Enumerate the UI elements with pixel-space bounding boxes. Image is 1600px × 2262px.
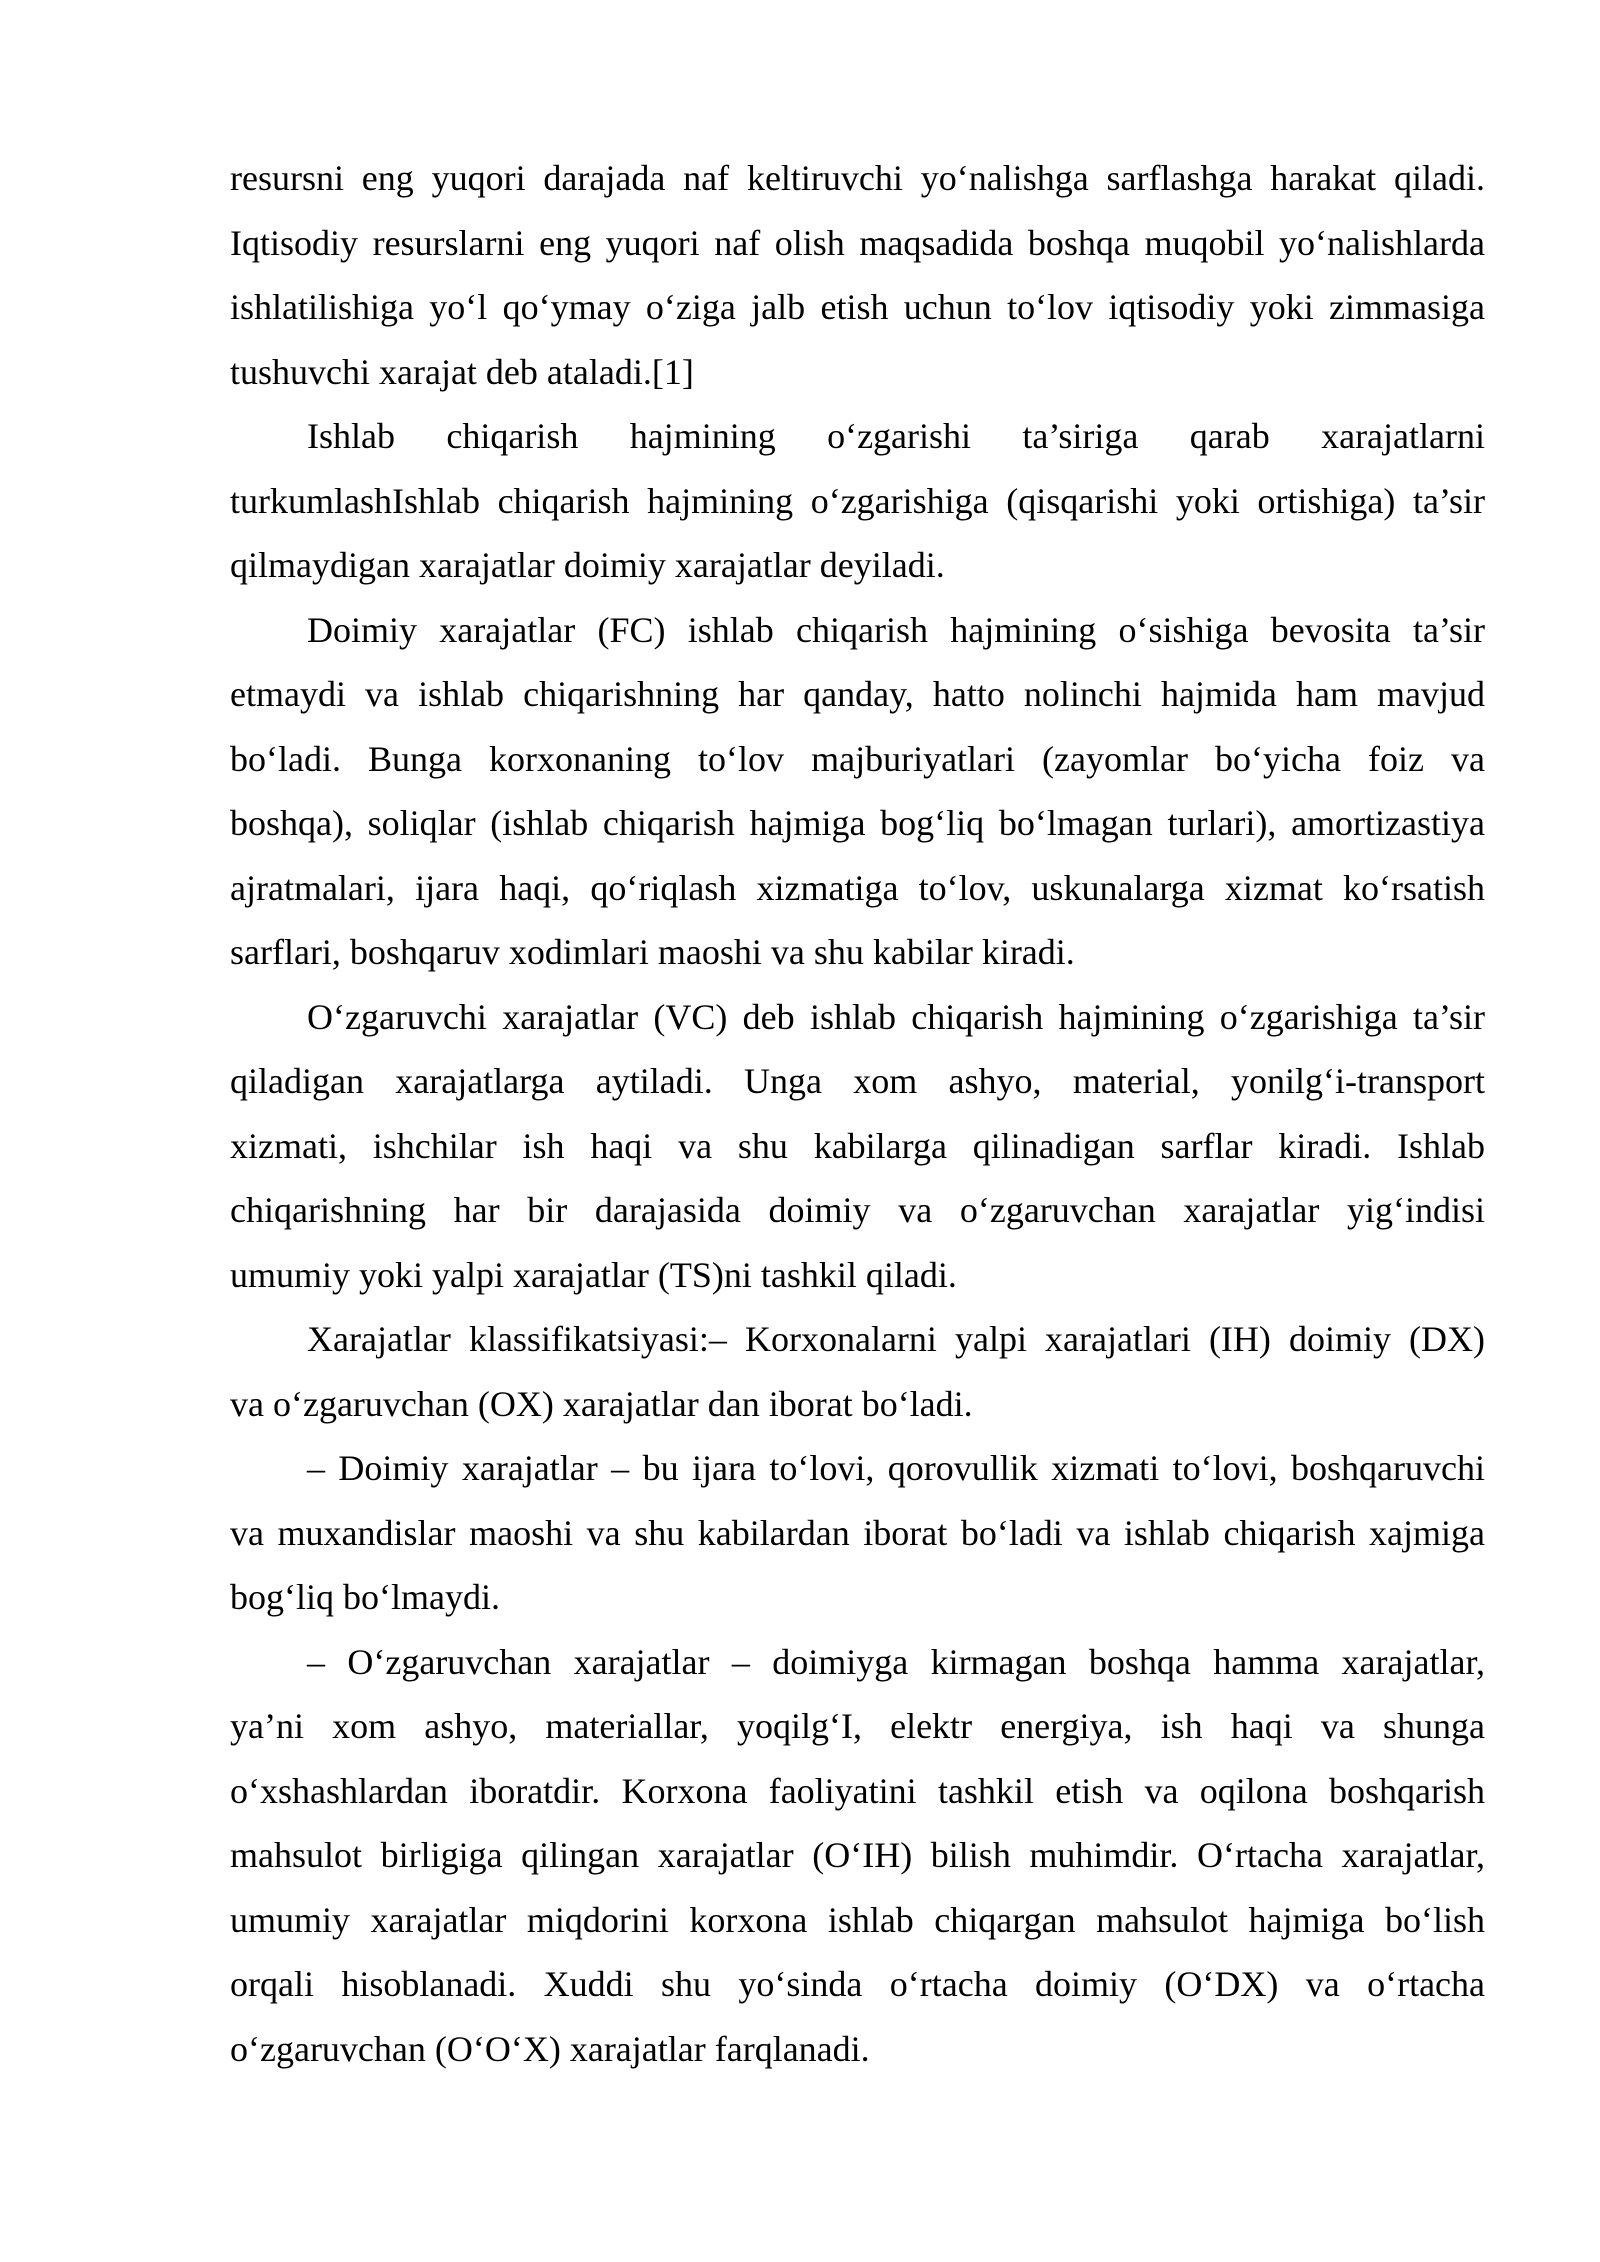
text-line: Doimiy xarajatlar (FC) ishlab chiqarish hajmining o‘sishiga bevosita ta’sir [307,609,1485,650]
text-line: ishlatilishiga yo‘l qo‘ymay o‘ziga jalb etish uchun to‘lov iqtisodiy yoki zimmasiga [230,287,1485,327]
text-line: bo‘ladi. Bunga korxonaning to‘lov majburiyatlari (zayomlar bo‘yicha foiz va [230,738,1485,779]
text-line: o‘zgaruvchan (O‘O‘X) xarajatlar farqlanadi. [230,2028,870,2069]
text-line: ya’ni xom ashyo, materiallar, yoqilg‘I, elektr energiya, ish haqi va shunga [230,1706,1485,1746]
text-line: – O‘zgaruvchan xarajatlar – doimiyga kirmagan boshqa hamma xarajatlar, [307,1641,1485,1682]
paragraph [230,1630,1485,2082]
text-line: tushuvchi xarajat deb ataladi.[1] [230,351,694,392]
text-line: boshqa), soliqlar (ishlab chiqarish hajmiga bog‘liq bo‘lmagan turlari), amortizastiya [230,803,1485,843]
text-line: Iqtisodiy resurslarni eng yuqori naf olish maqsadida boshqa muqobil yo‘nalishlarda [230,222,1485,263]
text-line: umumiy yoki yalpi xarajatlar (TS)ni tashkil qiladi. [230,1254,957,1295]
text-line: mahsulot birligiga qilingan xarajatlar (O‘IH) bilish muhimdir. O‘rtacha xarajatlar, [230,1835,1485,1875]
text-line: va o‘zgaruvchan (OX) xarajatlar dan iborat bo‘ladi. [230,1383,973,1424]
text-line: turkumlashIshlab chiqarish hajmining o‘zgarishiga (qisqarishi yoki ortishiga) ta’sir [230,480,1485,521]
text-line: chiqarishning har bir darajasida doimiy va o‘zgaruvchan xarajatlar yig‘indisi [230,1190,1485,1230]
text-line: ajratmalari, ijara haqi, qo‘riqlash xizmatiga to‘lov, uskunalarga xizmat ko‘rsatish [230,867,1485,908]
text-line: etmaydi va ishlab chiqarishning har qanday, hatto nolinchi hajmida ham mavjud [230,674,1485,714]
text-line: qilmaydigan xarajatlar doimiy xarajatlar deyiladi. [230,545,945,585]
text-line: o‘xshashlardan iboratdir. Korxona faoliyatini tashkil etish va oqilona boshqarish [230,1770,1485,1811]
paragraph [230,404,1485,598]
paragraph [230,1307,1485,1436]
text-line: Ishlab chiqarish hajmining o‘zgarishi ta’siriga qarab xarajatlarni [307,416,1485,456]
paragraph [230,985,1485,1308]
paragraph [230,146,1485,404]
text-line: bog‘liq bo‘lmaydi. [230,1577,500,1617]
text-line: O‘zgaruvchi xarajatlar (VC) deb ishlab chiqarish hajmining o‘zgarishiga ta’sir [307,996,1485,1037]
text-line: qiladigan xarajatlarga aytiladi. Unga xom ashyo, material, yonilg‘i-transport [230,1061,1485,1101]
text-line: sarflari, boshqaruv xodimlari maoshi va shu kabilar kiradi. [230,932,1075,972]
text-line: va muxandislar maoshi va shu kabilardan iborat bo‘ladi va ishlab chiqarish xajmiga [230,1512,1485,1553]
text-line: Xarajatlar klassifikatsiyasi:– Korxonalarni yalpi xarajatlari (IH) doimiy (DX) [307,1319,1485,1359]
text-block [230,146,1485,2081]
text-line: orqali hisoblanadi. Xuddi shu yo‘sinda o‘rtacha doimiy (O‘DX) va o‘rtacha [230,1964,1485,2004]
text-line: – Doimiy xarajatlar – bu ijara to‘lovi, qorovullik xizmati to‘lovi, boshqaruvchi [307,1448,1485,1488]
text-line: xizmati, ishchilar ish haqi va shu kabilarga qilinadigan sarflar kiradi. Ishlab [230,1125,1485,1166]
text-line: resursni eng yuqori darajada naf keltiruvchi yo‘nalishga sarflashga harakat qiladi. [230,158,1485,198]
text-line: umumiy xarajatlar miqdorini korxona ishlab chiqargan mahsulot hajmiga bo‘lish [230,1899,1485,1940]
paragraph [230,598,1485,985]
paragraph [230,1436,1485,1630]
